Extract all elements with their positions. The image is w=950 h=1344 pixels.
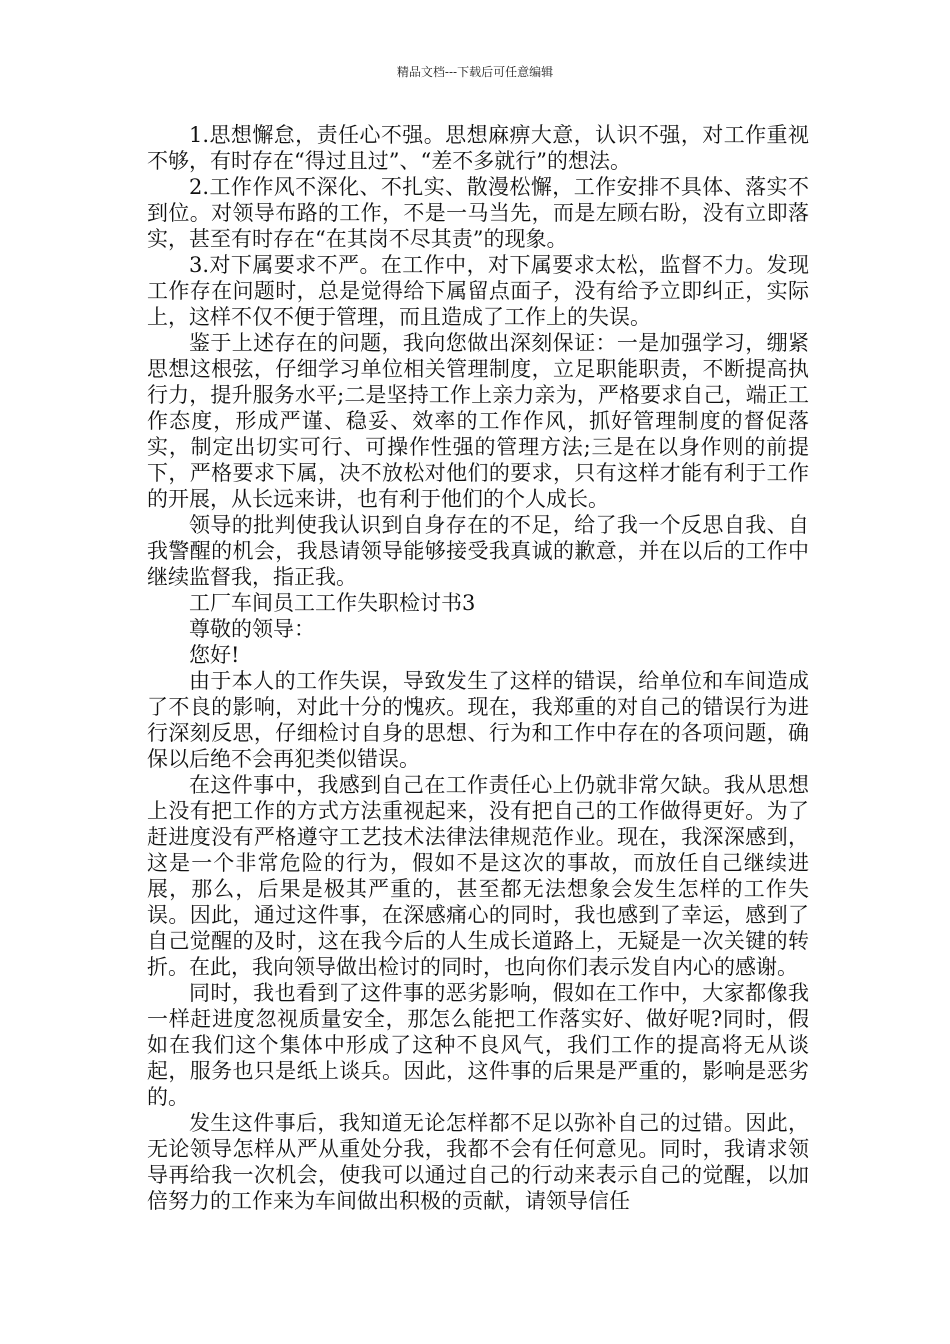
- salutation: 尊敬的领导：: [189, 617, 315, 641]
- paragraph-commitment: 鉴于上述存在的问题，我向您做出深刻保证：一是加强学习，绷紧思想这根弦，仔细学习单位相关管理制度，立足职能职责，不断提高执行力，提升服务水平;二是坚持工作上亲力亲为，严格要求自己，端正工作态度，形成严谨、稳妥、效率的工作作风，抓好管理制度的督促落实，制定出切实可行、可操作性强的管理方法;三是在以身作则的前提下，严格要求下属，决不放松对他们的要求，只有这样才能有利于工作的开展，从长远来讲，也有利于他们的个人成长。: [147, 331, 809, 511]
- page-header: 精品文档---下载后可任意编辑: [396, 65, 554, 79]
- paragraph-intro: 由于本人的工作失误，导致发生了这样的错误，给单位和车间造成了不良的影响，对此十分的愧疚。现在，我郑重的对自己的错误行为进行深刻反思，仔细检讨自身的思想、行为和工作中存在的各项问题，确保以后绝不会再犯类似错误。: [147, 669, 809, 771]
- paragraph-impact: 同时，我也看到了这件事的恶劣影响，假如在工作中，大家都像我一样赶进度忽视质量安全，那怎么能把工作落实好、做好呢?同时，假如在我们这个集体中形成了这种不良风气，我们工作的提高将无从谈起，服务也只是纸上谈兵。因此，这件事的后果是严重的，影响是恶劣的。: [147, 981, 809, 1109]
- paragraph-item-1: 1.思想懈怠，责任心不强。思想麻痹大意，认识不强，对工作重视不够，有时存在“得过且过”、“差不多就行”的想法。: [147, 123, 809, 173]
- document-title: 工厂车间员工工作失职检讨书3: [189, 591, 476, 615]
- paragraph-item-2: 2.工作作风不深化、不扎实、散漫松懈，工作安排不具体、落实不到位。对领导布路的工作，不是一马当先，而是左顾右盼，没有立即落实，甚至有时存在“在其岗不尽其责”的现象。: [147, 175, 809, 251]
- paragraph-closing: 领导的批判使我认识到自身存在的不足，给了我一个反思自我、自我警醒的机会，我恳请领导能够接受我真诚的歉意，并在以后的工作中继续监督我，指正我。: [147, 513, 809, 589]
- greeting: 您好!: [189, 643, 240, 667]
- paragraph-reflection: 在这件事中，我感到自己在工作责任心上仍就非常欠缺。我从思想上没有把工作的方式方法重视起来，没有把自己的工作做得更好。为了赶进度没有严格遵守工艺技术法律法律规范作业。现在，我深深感到，这是一个非常危险的行为，假如不是这次的事故，而放任自己继续进展，那么，后果是极其严重的，甚至都无法想象会发生怎样的工作失误。因此，通过这件事，在深感痛心的同时，我也感到了幸运，感到了自己觉醒的及时，这在我今后的人生成长道路上，无疑是一次关键的转折。在此，我向领导做出检讨的同时，也向你们表示发自内心的感谢。: [147, 773, 809, 979]
- document-body: [147, 122, 809, 1214]
- paragraph-item-3: 3.对下属要求不严。在工作中，对下属要求太松，监督不力。发现工作存在问题时，总是觉得给下属留点面子，没有给予立即纠正，实际上，这样不仅不便于管理，而且造成了工作上的失误。: [147, 253, 809, 329]
- paragraph-request: 发生这件事后，我知道无论怎样都不足以弥补自己的过错。因此，无论领导怎样从严从重处分我，我都不会有任何意见。同时，我请求领导再给我一次机会，使我可以通过自己的行动来表示自己的觉醒，以加倍努力的工作来为车间做出积极的贡献，请领导信任: [147, 1111, 809, 1213]
